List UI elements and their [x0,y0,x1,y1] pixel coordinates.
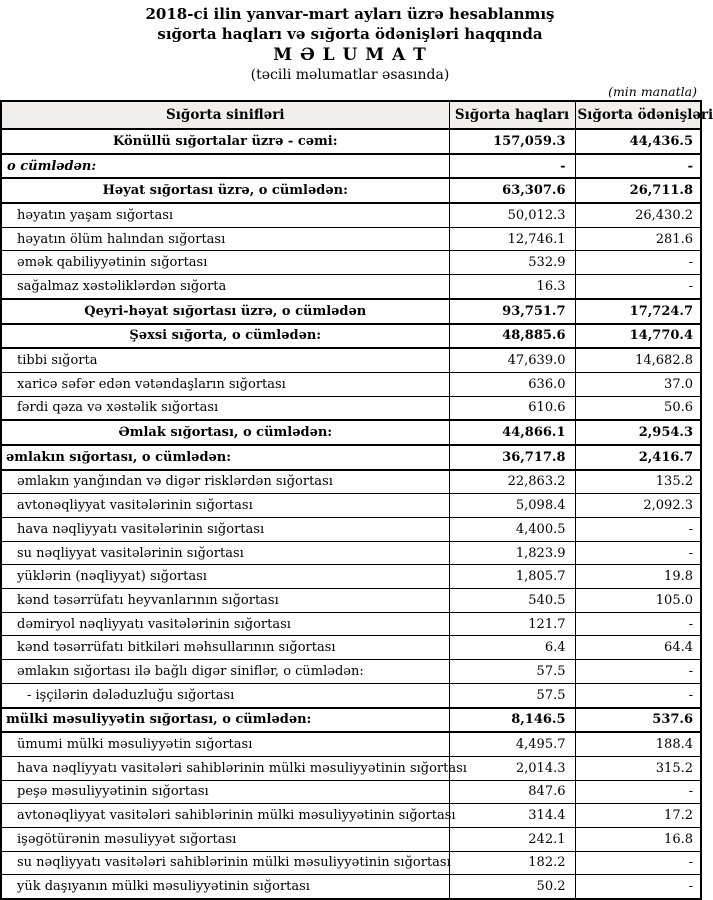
premiums-value: 121.7 [449,612,575,636]
table-row [1,827,701,851]
insurance-class-label: həyatın yaşam sığortası [1,203,449,227]
insurance-class-label: işəgötürənin məsuliyyət sığortası [1,827,449,851]
table-row [1,708,701,733]
unit-note: (min manatla) [608,84,697,99]
insurance-class-label: hava nəqliyyatı vasitələri sahiblərinin mülki məsuliyyətinin sığortası [1,756,449,780]
payments-value: 105.0 [575,589,701,613]
table-row [1,851,701,875]
table-row [1,324,701,349]
insurance-class-label: əmlakın sığortası ilə bağlı digər siniflər, o cümlədən: [1,660,449,684]
payments-value: 17.2 [575,804,701,828]
insurance-class-label: o cümlədən: [1,154,449,179]
insurance-class-label: tibbi sığorta [1,348,449,372]
premiums-value: 22,863.2 [449,470,575,494]
payments-value: 188.4 [575,732,701,756]
insurance-class-label: əmlakın yanğından və digər risklərdən sığortası [1,470,449,494]
payments-value: 64.4 [575,636,701,660]
table-row [1,227,701,251]
payments-value: - [575,251,701,275]
payments-value: 19.8 [575,565,701,589]
payments-value: 315.2 [575,756,701,780]
payments-value: 26,711.8 [575,178,701,203]
insurance-class-label: ümumi mülki məsuliyyətin sığortası [1,732,449,756]
premiums-value: 57.5 [449,660,575,684]
payments-value: - [575,875,701,899]
title-line-2: sığorta haqları və sığorta ödənişləri haqqında [157,25,543,43]
table-row [1,275,701,299]
table-row [1,203,701,227]
insurance-class-label: xaricə səfər edən vətəndaşların sığortası [1,372,449,396]
insurance-class-label: mülki məsuliyyətin sığortası, o cümlədən: [1,708,449,733]
insurance-class-label: Şəxsi sığorta, o cümlədən: [1,324,449,349]
premiums-value: 610.6 [449,396,575,420]
insurance-class-label: kənd təsərrüfatı heyvanlarının sığortası [1,589,449,613]
premiums-value: 50.2 [449,875,575,899]
premiums-value: 6.4 [449,636,575,660]
title-line-3: M Ə L U M A T [273,45,427,65]
payments-value: 26,430.2 [575,203,701,227]
table-row [1,129,701,154]
premiums-value: 50,012.3 [449,203,575,227]
table-row [1,154,701,179]
insurance-class-label: peşə məsuliyyətinin sığortası [1,780,449,804]
payments-value: - [575,683,701,707]
insurance-class-label: sağalmaz xəstəliklərdən sığorta [1,275,449,299]
payments-value: 2,954.3 [575,420,701,445]
payments-value: - [575,780,701,804]
premiums-value: 314.4 [449,804,575,828]
premiums-value: 48,885.6 [449,324,575,349]
payments-value: - [575,612,701,636]
insurance-class-label: yük daşıyanın mülki məsuliyyətinin sığortası [1,875,449,899]
premiums-value: 57.5 [449,683,575,707]
premiums-value: 4,400.5 [449,518,575,542]
table-row [1,756,701,780]
payments-value: 2,092.3 [575,494,701,518]
payments-value: 50.6 [575,396,701,420]
premiums-value: 47,639.0 [449,348,575,372]
payments-value: 37.0 [575,372,701,396]
table-row [1,589,701,613]
column-header-premiums: Sığorta haqları [449,101,575,129]
table-row [1,299,701,324]
payments-value: 2,416.7 [575,445,701,470]
insurance-class-label: yüklərin (nəqliyyat) sığortası [1,565,449,589]
insurance-class-label: Könüllü sığortalar üzrə - cəmi: [1,129,449,154]
payments-value: 17,724.7 [575,299,701,324]
insurance-class-label: Əmlak sığortası, o cümlədən: [1,420,449,445]
table-row [1,372,701,396]
insurance-class-label: - işçilərin dələduzluğu sığortası [1,683,449,707]
insurance-class-label: fərdi qəza və xəstəlik sığortası [1,396,449,420]
premiums-value: 636.0 [449,372,575,396]
premiums-value: 36,717.8 [449,445,575,470]
table-row [1,445,701,470]
premiums-value: 4,495.7 [449,732,575,756]
payments-value: 135.2 [575,470,701,494]
report-title-block [0,0,700,85]
insurance-class-label: əmək qabiliyyətinin sığortası [1,251,449,275]
premiums-value: 5,098.4 [449,494,575,518]
premiums-value: 16.3 [449,275,575,299]
table-row [1,518,701,542]
table-row [1,396,701,420]
insurance-class-label: su nəqliyyat vasitələrinin sığortası [1,541,449,565]
table-row [1,780,701,804]
table-row [1,660,701,684]
insurance-class-label: avtonəqliyyat vasitələri sahiblərinin mülki məsuliyyətinin sığortası [1,804,449,828]
insurance-class-label: kənd təsərrüfatı bitkiləri məhsullarının sığortası [1,636,449,660]
table-row [1,565,701,589]
table-row [1,732,701,756]
insurance-table [0,100,713,900]
table-row [1,251,701,275]
premiums-value: 182.2 [449,851,575,875]
insurance-class-label: əmlakın sığortası, o cümlədən: [1,445,449,470]
payments-value: - [575,154,701,179]
insurance-class-label: Qeyri-həyat sığortası üzrə, o cümlədən [1,299,449,324]
payments-value: 14,682.8 [575,348,701,372]
premiums-value: 540.5 [449,589,575,613]
payments-value: - [575,518,701,542]
insurance-class-label: dəmiryol nəqliyyatı vasitələrinin sığortası [1,612,449,636]
insurance-class-label: hava nəqliyyatı vasitələrinin sığortası [1,518,449,542]
table-row [1,541,701,565]
premiums-value: 63,307.6 [449,178,575,203]
payments-value: - [575,275,701,299]
payments-value: - [575,660,701,684]
premiums-value: 1,805.7 [449,565,575,589]
table-row [1,470,701,494]
insurance-class-label: avtonəqliyyat vasitələrinin sığortası [1,494,449,518]
table-row [1,348,701,372]
table-header-row [1,101,701,129]
premiums-value: - [449,154,575,179]
premiums-value: 1,823.9 [449,541,575,565]
insurance-class-label: həyatın ölüm halından sığortası [1,227,449,251]
insurance-class-label: Həyat sığortası üzrə, o cümlədən: [1,178,449,203]
premiums-value: 157,059.3 [449,129,575,154]
payments-value: - [575,851,701,875]
table-row [1,636,701,660]
payments-value: 44,436.5 [575,129,701,154]
table-row [1,494,701,518]
payments-value: 16.8 [575,827,701,851]
premiums-value: 93,751.7 [449,299,575,324]
title-line-4: (təcili məlumatlar əsasında) [250,67,450,83]
premiums-value: 2,014.3 [449,756,575,780]
payments-value: 537.6 [575,708,701,733]
table-row [1,804,701,828]
premiums-value: 242.1 [449,827,575,851]
column-header-payments: Sığorta ödənişləri [575,101,701,129]
payments-value: - [575,541,701,565]
premiums-value: 44,866.1 [449,420,575,445]
payments-value: 281.6 [575,227,701,251]
premiums-value: 8,146.5 [449,708,575,733]
premiums-value: 532.9 [449,251,575,275]
premiums-value: 12,746.1 [449,227,575,251]
premiums-value: 847.6 [449,780,575,804]
table-row [1,420,701,445]
table-row [1,178,701,203]
table-row [1,612,701,636]
table-row [1,683,701,707]
table-body [1,129,701,899]
payments-value: 14,770.4 [575,324,701,349]
table-row [1,875,701,899]
title-line-1: 2018-ci ilin yanvar-mart ayları üzrə hesablanmış [145,5,555,23]
column-header-classes: Sığorta sinifləri [1,101,449,129]
insurance-class-label: su nəqliyyatı vasitələri sahiblərinin mülki məsuliyyətinin sığortası [1,851,449,875]
